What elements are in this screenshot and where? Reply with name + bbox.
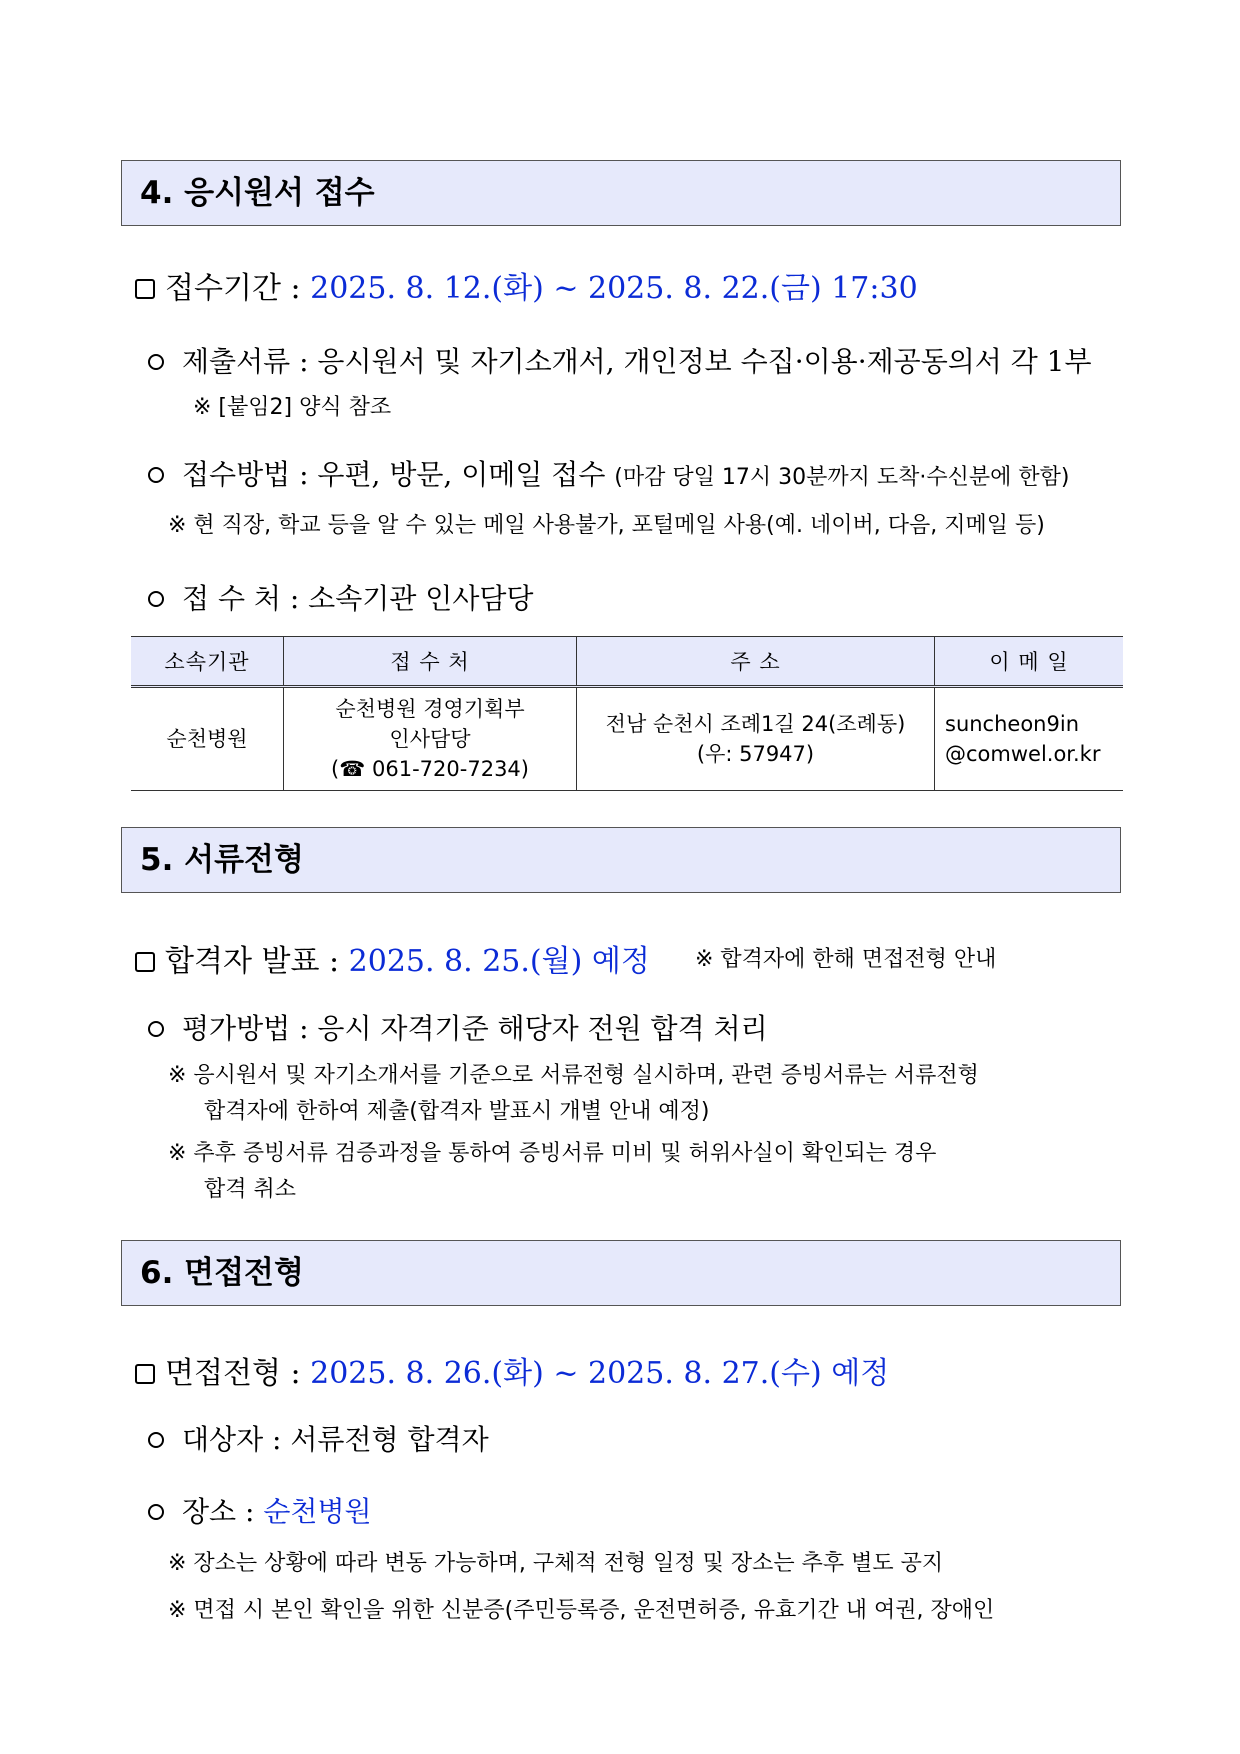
period-label: 접수기간 : <box>165 271 301 306</box>
s5-note-1 <box>168 1058 979 1130</box>
email-line-2: @comwel.or.kr <box>945 742 1101 766</box>
cell-email <box>935 687 1124 791</box>
circle-bullet-icon <box>148 1021 164 1037</box>
reception-period <box>135 263 918 307</box>
s5-note-1a: ※ 응시원서 및 자기소개서를 기준으로 서류전형 실시하며, 관련 증빙서류는 서류전형 <box>168 1063 979 1088</box>
section-6-header <box>121 1240 1121 1306</box>
announce-line <box>135 936 650 980</box>
method-paren: (마감 당일 17시 30분까지 도착·수신분에 한함) <box>614 465 1070 490</box>
s5-note-2a: ※ 추후 증빙서류 검증과정을 통하여 증빙서류 미비 및 허위사실이 확인되는 경우 <box>168 1141 937 1166</box>
venue-label: 장소 : <box>182 1495 255 1528</box>
s5-note-2 <box>168 1136 936 1208</box>
venue-value: 순천병원 <box>263 1495 372 1528</box>
checkbox-square-icon <box>135 1364 155 1384</box>
email-line-1: suncheon9in <box>945 712 1079 736</box>
announce-note: ※ 합격자에 한해 면접전형 안내 <box>695 947 997 972</box>
target-text: 대상자 : 서류전형 합격자 <box>182 1423 489 1456</box>
cell-desk <box>284 687 577 791</box>
target-line <box>148 1418 489 1458</box>
s6-note-2: ※ 면접 시 본인 확인을 위한 신분증(주민등록증, 운전면허증, 유효기간 내 여권, 장애인 <box>168 1598 995 1623</box>
documents-note: ※ [붙임2] 양식 참조 <box>193 395 392 420</box>
desk-line-3: (☎ 061-720-7234) <box>331 757 529 781</box>
place-line <box>148 577 533 617</box>
method-text: 접수방법 : 우편, 방문, 이메일 접수 <box>182 458 606 491</box>
address-line-2: (우: 57947) <box>696 742 815 766</box>
announce-label: 합격자 발표 : <box>165 944 340 979</box>
s6-note-1: ※ 장소는 상황에 따라 변동 가능하며, 구체적 전형 일정 및 장소는 추후 별도 공지 <box>168 1551 944 1576</box>
interview-line <box>135 1348 889 1392</box>
address-line-1: 전남 순천시 조례1길 24(조례동) <box>605 712 906 736</box>
documents-line <box>148 340 1092 380</box>
place-text: 접 수 처 : 소속기관 인사담당 <box>182 582 534 615</box>
section-4-title: 4. 응시원서 접수 <box>140 175 375 211</box>
checkbox-square-icon <box>135 952 155 972</box>
header-email: 이 메 일 <box>935 637 1124 687</box>
documents-text: 제출서류 : 응시원서 및 자기소개서, 개인정보 수집·이용·제공동의서 각 1부 <box>182 345 1092 378</box>
s5-note-2b: 합격 취소 <box>204 1177 297 1202</box>
eval-text: 평가방법 : 응시 자격기준 해당자 전원 합격 처리 <box>182 1012 768 1045</box>
section-5-title: 5. 서류전형 <box>140 842 304 878</box>
checkbox-square-icon <box>135 279 155 299</box>
venue-line <box>148 1490 372 1530</box>
section-4-header <box>121 160 1121 226</box>
s5-note-1b: 합격자에 한하여 제출(합격자 발표시 개별 안내 예정) <box>204 1099 710 1124</box>
circle-bullet-icon <box>148 467 164 483</box>
cell-address <box>577 687 935 791</box>
circle-bullet-icon <box>148 1432 164 1448</box>
method-line <box>148 453 1069 493</box>
table-row <box>131 687 1123 791</box>
section-5-header <box>121 827 1121 893</box>
method-note: ※ 현 직장, 학교 등을 알 수 있는 메일 사용불가, 포털메일 사용(예. 네이버, 다음, 지메일 등) <box>168 513 1045 538</box>
section-6-title: 6. 면접전형 <box>140 1255 304 1291</box>
cell-org: 순천병원 <box>131 687 284 791</box>
interview-value: 2025. 8. 26.(화) ~ 2025. 8. 27.(수) 예정 <box>310 1356 890 1391</box>
header-address: 주 소 <box>577 637 935 687</box>
desk-line-1: 순천병원 경영기획부 <box>335 697 525 721</box>
announce-value: 2025. 8. 25.(월) 예정 <box>348 944 650 979</box>
desk-line-2: 인사담당 <box>389 727 471 751</box>
header-desk: 접 수 처 <box>284 637 577 687</box>
reception-table <box>131 636 1123 791</box>
eval-line <box>148 1007 768 1047</box>
interview-label: 면접전형 : <box>165 1356 301 1391</box>
header-org: 소속기관 <box>131 637 284 687</box>
circle-bullet-icon <box>148 591 164 607</box>
circle-bullet-icon <box>148 1504 164 1520</box>
circle-bullet-icon <box>148 354 164 370</box>
period-value: 2025. 8. 12.(화) ~ 2025. 8. 22.(금) 17:30 <box>310 271 918 306</box>
table-header-row <box>131 637 1123 687</box>
